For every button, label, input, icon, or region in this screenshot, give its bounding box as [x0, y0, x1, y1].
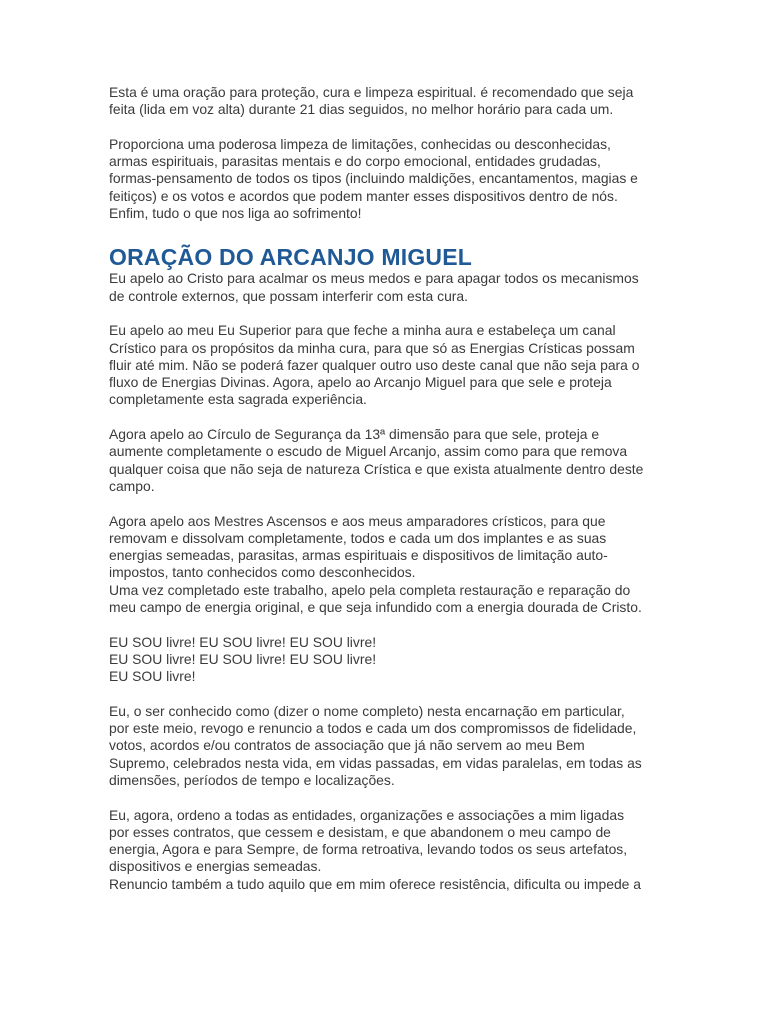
text-line: formas-pensamento de todos os tipos (incluindo maldições, encantamentos, magias e — [109, 170, 638, 187]
text-line: aumente completamente o escudo de Miguel Arcanjo, assim como para que remova — [109, 443, 628, 460]
text-line: Agora apelo aos Mestres Ascensos e aos meus amparadores crísticos, para que — [109, 512, 606, 529]
text-line: Eu, o ser conhecido como (dizer o nome completo) nesta encarnação em particular, — [109, 702, 625, 719]
intro-paragraph-1 — [109, 84, 661, 119]
text-line: energia, Agora e para Sempre, de forma retroativa, levando todos os seus artefatos, — [109, 841, 628, 858]
body-paragraph-4 — [109, 513, 661, 617]
text-line: completamente esta sagrada experiência. — [109, 391, 367, 408]
text-line: meu campo de energia original, e que seja infundido com a energia dourada de Cristo. — [109, 599, 642, 616]
text-line: Proporciona uma poderosa limpeza de limitações, conhecidas ou desconhecidas, — [109, 135, 611, 152]
text-line: EU SOU livre! EU SOU livre! EU SOU livre! — [109, 633, 377, 650]
body-paragraph-2 — [109, 322, 661, 408]
text-line: Supremo, celebrados nesta vida, em vidas passadas, em vidas paralelas, em todas as — [109, 754, 642, 771]
text-line: fluxo de Energias Divinas. Agora, apelo ao Arcanjo Miguel para que sele e proteja — [109, 374, 612, 391]
text-line: Crístico para os propósitos da minha cura, para que só as Energias Crísticas possam — [109, 339, 635, 356]
text-line: Uma vez completado este trabalho, apelo pela completa restauração e reparação do — [109, 581, 631, 598]
body-paragraph-3 — [109, 426, 661, 495]
body-paragraph-7 — [109, 807, 661, 893]
text-line: campo. — [109, 477, 155, 494]
text-line: fluir até mim. Não se poderá fazer qualquer outro uso deste canal que não seja para o — [109, 356, 640, 373]
text-line: armas espirituais, parasitas mentais e do corpo emocional, entidades grudadas, — [109, 153, 601, 170]
text-line: energias semeadas, parasitas, armas espirituais e dispositivos de limitação auto- — [109, 547, 608, 564]
text-line: EU SOU livre! EU SOU livre! EU SOU livre! — [109, 650, 377, 667]
text-line: dimensões, períodos de tempo e localizações. — [109, 771, 395, 788]
text-line: Esta é uma oração para proteção, cura e limpeza espiritual. é recomendado que seja — [109, 84, 634, 100]
text-line: impostos, tanto conhecidos como desconhecidos. — [109, 564, 416, 581]
text-line: Agora apelo ao Círculo de Segurança da 13ª dimensão para que sele, proteja e — [109, 426, 600, 443]
prayer-title: ORAÇÃO DO ARCANJO MIGUEL — [109, 244, 473, 271]
body-paragraph-6 — [109, 703, 661, 789]
prayer-body — [109, 270, 661, 893]
text-line: por este meio, revogo e renuncio a todos e cada um dos compromissos de fidelidade, — [109, 720, 637, 737]
body-paragraph-5 — [109, 634, 661, 686]
intro-section — [109, 84, 661, 222]
text-line: removam e dissolvam completamente, todos e cada um dos implantes e as suas — [109, 529, 607, 546]
text-line: EU SOU livre! — [109, 668, 196, 685]
text-line: feita (lida em voz alta) durante 21 dias seguidos, no melhor horário para cada um. — [109, 101, 614, 118]
text-line: por esses contratos, que cessem e desistam, e que abandonem o meu campo de — [109, 823, 611, 840]
text-line: de controle externos, que possam interferir com esta cura. — [109, 287, 469, 304]
text-line: qualquer coisa que não seja de natureza Crística e que exista atualmente dentro deste — [109, 460, 644, 477]
text-line: votos, acordos e/ou contratos de associação que já não servem ao meu Bem — [109, 737, 585, 754]
body-paragraph-1 — [109, 270, 661, 305]
text-line: Enfim, tudo o que nos liga ao sofrimento! — [109, 205, 362, 222]
document-page — [109, 84, 661, 893]
intro-paragraph-2 — [109, 136, 661, 222]
text-line: dispositivos e energias semeadas. — [109, 858, 322, 875]
text-line: feitiços) e os votos e acordos que podem manter esses dispositivos dentro de nós. — [109, 187, 618, 204]
text-line: Renuncio também a tudo aquilo que em mim oferece resistência, dificulta ou impede a — [109, 875, 641, 892]
text-line: Eu apelo ao Cristo para acalmar os meus medos e para apagar todos os mecanismos — [109, 270, 639, 287]
text-line: Eu, agora, ordeno a todas as entidades, organizações e associações a mim ligadas — [109, 806, 625, 823]
text-line: Eu apelo ao meu Eu Superior para que feche a minha aura e estabeleça um canal — [109, 322, 616, 339]
